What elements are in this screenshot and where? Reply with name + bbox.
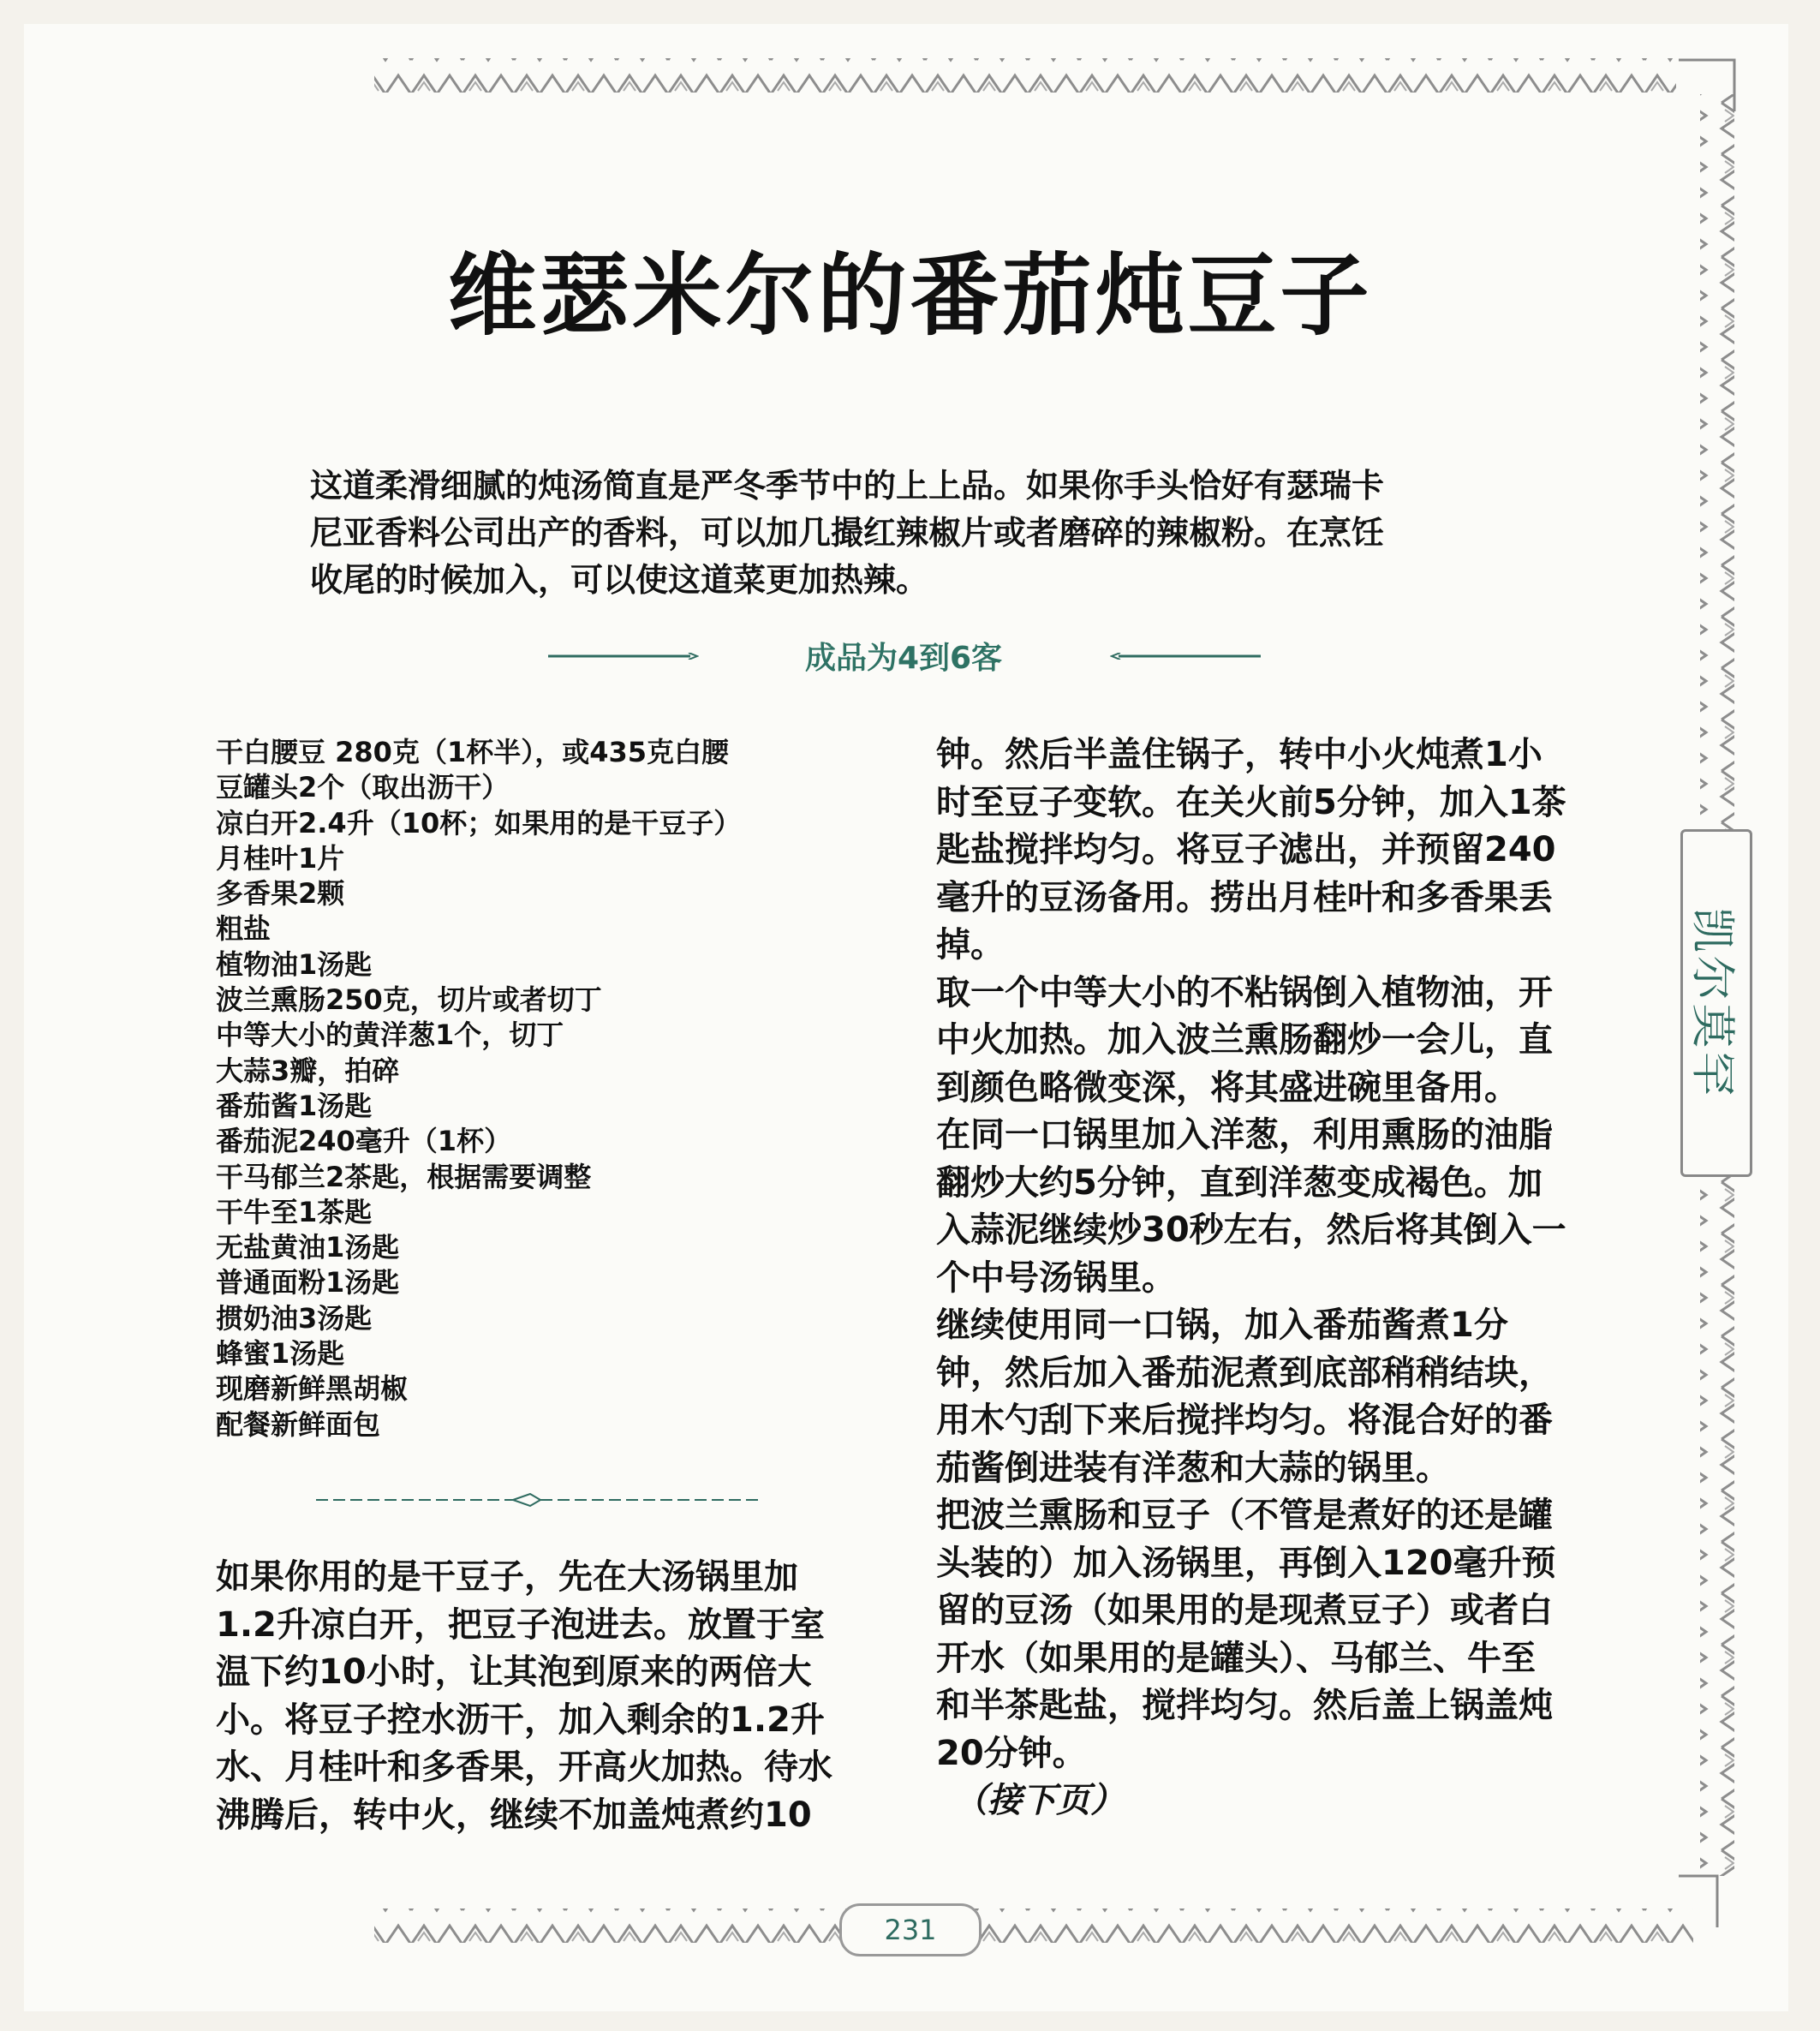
text-line: 在同一口锅里加入洋葱，利用熏肠的油脂 bbox=[936, 1115, 1553, 1155]
text-line: 头装的）加入汤锅里，再倒入120毫升预 bbox=[936, 1543, 1556, 1583]
text-line: 钟，然后加入番茄泥煮到底部稍稍结块， bbox=[936, 1353, 1553, 1393]
ingredient: 波兰熏肠250克，切片或者切丁 bbox=[216, 983, 602, 1017]
text-line: 开水（如果用的是罐头）、马郁兰、牛至 bbox=[936, 1638, 1536, 1678]
text-line: 茄酱倒进装有洋葱和大蒜的锅里。 bbox=[936, 1448, 1450, 1488]
continued-note: （接下页） bbox=[953, 1781, 1125, 1820]
ingredient: 干马郁兰2茶匙，根据需要调整 bbox=[216, 1160, 592, 1193]
ingredient: 干牛至1茶匙 bbox=[216, 1195, 373, 1228]
text-line: 毫升的豆汤备用。捞出月桂叶和多香果丢 bbox=[936, 877, 1553, 917]
ingredient: 月桂叶1片 bbox=[216, 841, 345, 875]
ingredient: 掼奶油3汤匙 bbox=[216, 1301, 373, 1335]
text-line: 1.2升凉白开，把豆子泡进去。放置于室 bbox=[216, 1604, 825, 1645]
page-title: 维瑟米尔的番茄炖豆子 bbox=[447, 243, 1373, 348]
ingredient: 植物油1汤匙 bbox=[216, 947, 373, 981]
ingredient: 配餐新鲜面包 bbox=[216, 1407, 381, 1441]
ingredient: 豆罐头2个（取出沥干） bbox=[216, 771, 510, 804]
text-line: 水、月桂叶和多香果，开高火加热。待水 bbox=[216, 1747, 832, 1787]
text-line: 留的豆汤（如果用的是现煮豆子）或者白 bbox=[936, 1591, 1553, 1630]
intro-line: 这道柔滑细腻的炖汤简直是严冬季节中的上上品。如果你手头恰好有瑟瑞卡 bbox=[310, 467, 1385, 505]
text-line: 继续使用同一口锅，加入番茄酱煮1分 bbox=[936, 1305, 1508, 1345]
method-right-column bbox=[936, 732, 1566, 1825]
ingredient: 番茄酱1汤匙 bbox=[216, 1089, 373, 1122]
text-line: 到颜色略微变深，将其盛进碗里备用。 bbox=[936, 1067, 1519, 1108]
method-left-column bbox=[216, 1554, 832, 1839]
page-number: 231 bbox=[839, 1903, 982, 1956]
text-line: 20分钟。 bbox=[936, 1733, 1087, 1773]
border-bottom bbox=[374, 1909, 1693, 1943]
ingredient: 干白腰豆 280克（1杯半），或435克白腰 bbox=[216, 736, 730, 768]
ingredient: 多香果2颗 bbox=[216, 877, 345, 911]
text-line: 翻炒大约5分钟，直到洋葱变成褐色。加 bbox=[936, 1162, 1543, 1203]
ingredient: 粗盐 bbox=[216, 912, 272, 946]
text-line: 如果你用的是干豆子，先在大汤锅里加 bbox=[216, 1557, 798, 1597]
text-line: 把波兰熏肠和豆子（不管是煮好的还是罐 bbox=[936, 1496, 1553, 1535]
ingredient-list bbox=[216, 735, 741, 1443]
servings-ornament-left bbox=[548, 653, 699, 660]
ingredient: 番茄泥240毫升（1杯） bbox=[216, 1125, 512, 1158]
text-line: 和半茶匙盐，搅拌均匀。然后盖上锅盖炖 bbox=[936, 1686, 1553, 1725]
intro-paragraph bbox=[310, 463, 1509, 604]
ingredient: 大蒜3瓣，拍碎 bbox=[216, 1054, 400, 1087]
ingredient: 蜂蜜1汤匙 bbox=[216, 1337, 345, 1371]
text-line: 匙盐搅拌均匀。将豆子滤出，并预留240 bbox=[936, 830, 1556, 869]
ingredient: 中等大小的黄洋葱1个，切丁 bbox=[216, 1018, 564, 1052]
ingredient: 无盐黄油1汤匙 bbox=[216, 1231, 400, 1264]
ingredient: 凉白开2.4升（10杯；如果用的是干豆子） bbox=[216, 806, 742, 839]
ingredient: 普通面粉1汤匙 bbox=[216, 1266, 400, 1299]
text-line: 个中号汤锅里。 bbox=[936, 1257, 1176, 1298]
chapter-tab-label-wrap bbox=[1680, 829, 1752, 1177]
text-line: 钟。然后半盖住锅子，转中小火炖煮1小 bbox=[936, 735, 1543, 774]
servings-ornament-right bbox=[1110, 653, 1261, 660]
intro-line: 收尾的时候加入，可以使这道菜更加热辣。 bbox=[310, 561, 929, 599]
text-line: 用木勺刮下来后搅拌均匀。将混合好的番 bbox=[936, 1401, 1553, 1440]
text-line: 取一个中等大小的不粘锅倒入植物油，开 bbox=[936, 972, 1553, 1013]
text-line: 掉。 bbox=[936, 925, 1005, 965]
border-top bbox=[374, 58, 1676, 93]
text-line: 入蒜泥继续炒30秒左右，然后将其倒入一 bbox=[936, 1210, 1566, 1250]
text-line: 温下约10小时，让其泡到原来的两倍大 bbox=[216, 1652, 812, 1692]
text-line: 时至豆子变软。在关火前5分钟，加入1茶 bbox=[936, 782, 1566, 822]
chapter-tab-label: 凯尔莫罕 bbox=[1686, 906, 1738, 1100]
text-line: 中火加热。加入波兰熏肠翻炒一会儿，直 bbox=[936, 1020, 1553, 1060]
servings-label: 成品为4到6客 bbox=[804, 641, 1003, 676]
text-line: 小。将豆子控水沥干，加入剩余的1.2升 bbox=[216, 1699, 825, 1740]
intro-line: 尼亚香料公司出产的香料，可以加几撮红辣椒片或者磨碎的辣椒粉。在烹饪 bbox=[310, 514, 1385, 552]
section-divider bbox=[316, 1493, 761, 1507]
text-line: 沸腾后，转中火，继续不加盖炖煮约10 bbox=[216, 1795, 812, 1835]
ingredient: 现磨新鲜黑胡椒 bbox=[216, 1372, 409, 1406]
